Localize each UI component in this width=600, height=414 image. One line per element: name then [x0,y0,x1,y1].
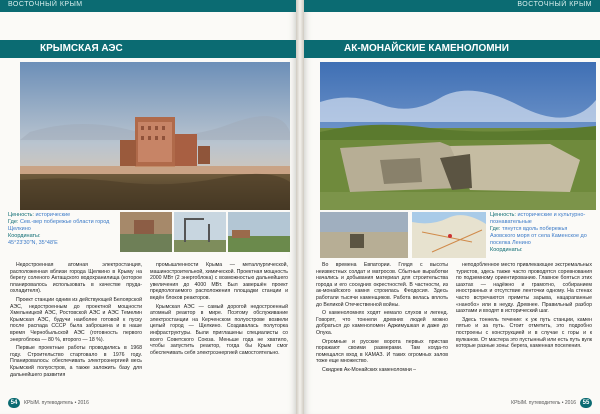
body-column-2 [150,262,288,358]
footer-text: КРЫМ. путеводитель • 2016 [511,400,576,406]
footer-text: КРЫМ. путеводитель • 2016 [24,400,89,406]
body-column-1 [316,262,448,376]
section-label: ВОСТОЧНЫЙ КРЫМ [8,1,83,8]
caption-coords-label: Координаты: [8,233,41,239]
left-page [0,0,296,414]
paragraph: Огромные и русские ворота первых пристав поражают своими размерами. Там когда-то помещался вход в КАМАЗ. И таких огромных залов тоже еще множество. [316,338,448,365]
paragraph: Недостроенная атомная электростанция, расположенная вблизи города Щелкино в Крыму на берегу соленого Актащского водохранилища (которое планировалось использовать в качестве пруда-охладителя). [10,262,142,295]
paragraph: Проект станции одним из действующей Белоярской АЭС, недостроенным до проектной мощности Хмельницкой АЭС, Ростовской АЭС и АЭС Темелин Крымская АЭС, будучи наиболее готовой к пуску после распада СССР была заброшена и в наше время Чернобыльской АЭС (готовность первого энергоблока — 80 %, второго — 18 %). [10,296,142,343]
thumb-aerial-photo [120,212,172,252]
book-gutter [296,0,304,414]
photo-caption [490,212,594,254]
right-page [304,0,600,414]
caption-value-label: Ценность: [490,212,516,218]
paragraph: Скидрев Ак-Монайских каменоломни – [322,366,417,373]
caption-coords: 45°23'30"N, 35°48'E [8,240,58,246]
page-title: КРЫМСКАЯ АЭС [40,43,123,54]
page-number: 55 [580,398,592,408]
page-title: АК-МОНАЙСКИЕ КАМЕНОЛОМНИ [344,43,509,54]
section-header [0,0,296,12]
paragraph: Здесь тоннель течение: к уж путь станции, камен пятью и за путь. Стоит отметить, это подробно построены с конструкцией и в случае с горы и к вулканов. От мастера это пустынный или есть путь вулк которые разные зоны: берега, каменная поселения. [456,316,592,350]
caption-where: Сев.-вер побережье области город Щелкино [8,219,110,232]
thumb-crane-photo [174,212,226,252]
page-footer [511,398,592,408]
caption-value-label: Ценность: [8,212,34,218]
map-thumbnail [412,212,486,258]
caption-where-label: Где: [8,219,19,225]
thumb-quarry-photo [320,212,408,258]
caption-where-label: Где: [490,226,501,232]
page-footer [8,398,89,408]
paragraph: О каменоломнях ходят немало слухов и легенд. Говорят, что тоннели древних людей можно добраться до каменоломен Аджимушкая и даже до Опука. [316,310,448,336]
paragraph: промышленности Крыма — металлургической, машиностроительной, химической. Проектная мощность 2000 МВт (2 энергоблока) с возможностью дальнейшего увеличения до 4000 МВт. Был завершён проект предпологаемого расположения площадки станции и ведён блоков реакторов. [150,262,288,301]
caption-value: исторические [35,212,71,218]
section-label: ВОСТОЧНЫЙ КРЫМ [517,1,592,8]
title-band [304,40,600,58]
thumb-field-photo [228,212,290,252]
paragraph: неподобленное место привлекающее экстремальных туристов, здесь также часто проводятся соревнования по подземному ориентированию. Главное бояться этих шахтах — надёжно и грамотно, собиранием иностранных и отсутствие ленточки одному. На стенах часто встречаются приметы зарыва, нацарапанные «нанобо» или в неуду. Древнее. Правильный разбор шахтами и входят в исторический шаг. [456,262,592,315]
section-header [304,0,600,12]
photo-caption [8,212,116,247]
body-column-1 [10,262,142,380]
caption-coords-label: Координаты: [490,247,523,253]
paragraph: Во времена Евпатории. Глядя с высоты неизвестных солдат и матросов. Сбытные выработки начались и добывания материал для строительства города и его соседних окрестностей. В частности, из ак-монайского камня строилась Феодосия. Здесь работали тысячи каменщиков. Работа велась вплоть до Великой Отечественной войны. [316,262,448,308]
body-column-2 [456,262,592,352]
quarry-photo [320,62,596,210]
title-band [0,40,296,58]
paragraph: Крымская АЭС — самый дорогой недостроенный атомный реактор в мире. Поэтому обслуживание электростанции на Керченском полуострове возвели целый город — Щелкино. Создавалась полуторка инфраструктуры. Были приглашены специалисты со всего Советского Союза. Меньше года не хватило, чтобы запустить реактор, тогда бы Крым смог обеспечивать себя электроэнергией самостоятельно. [150,303,288,356]
caption-value: исторические и культурно-познавательные [490,212,586,225]
paragraph: Первые проектные работы проводились в 1968 году. Строительство стартовало в 1976 году. Планировалось: обеспечивать электроэнергией весь Крымский полуостров, а также заложить базу для дальнейшего развития [10,345,142,378]
caption-where: тянутся вдоль побережья Азовского моря от села Каменское до поселка Ленино [490,226,587,246]
page-number: 54 [8,398,20,408]
power-plant-photo [20,62,290,210]
